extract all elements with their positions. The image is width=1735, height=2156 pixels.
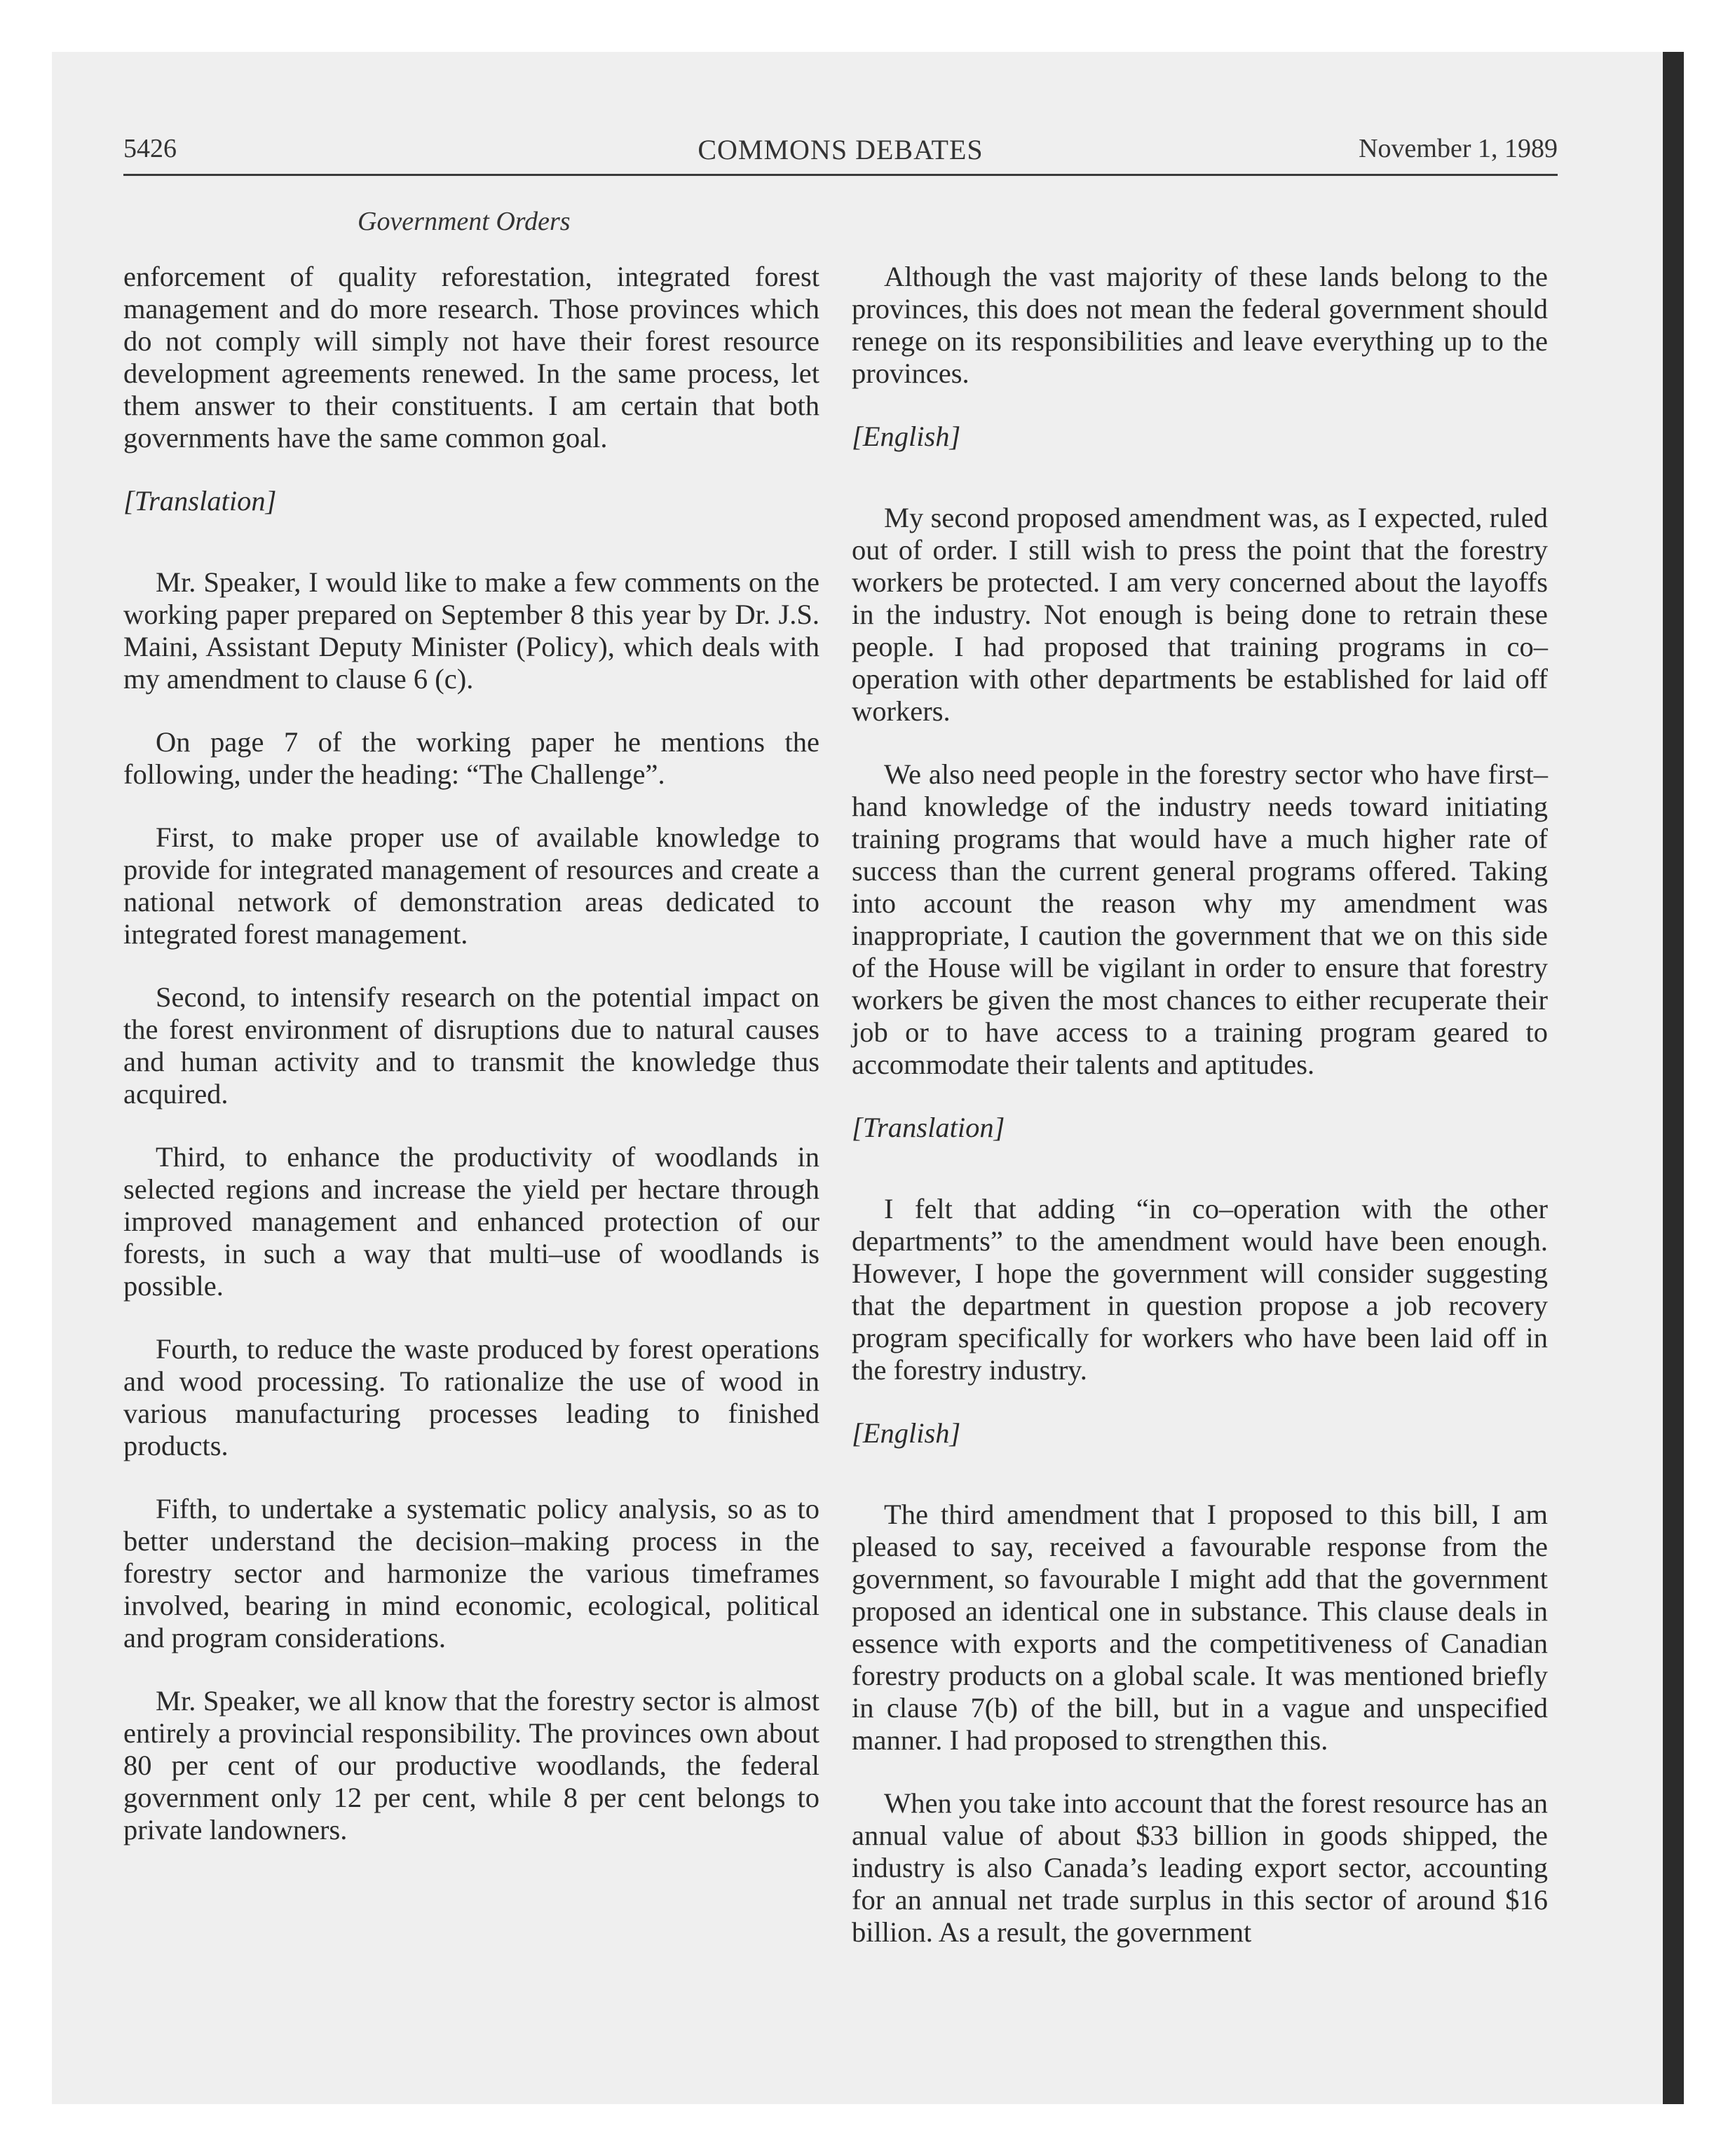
journal-title: COMMONS DEBATES <box>698 134 984 165</box>
section-title: Government Orders <box>358 207 571 236</box>
paragraph: First, to make proper use of available knowledge to provide for integrated management of resources and create a national network of demonstration areas dedicated to integrated forest management. <box>123 821 819 950</box>
paragraph: enforcement of quality reforestation, integrated forest management and do more research. Those provinces which do not comply will simply not have their forest resource development agreements renewed. In the same process, let them answer to their constituents. I am certain that both governments have the same common goal. <box>123 261 819 453</box>
language-tag: [English] <box>852 421 961 452</box>
header-date: November 1, 1989 <box>1359 134 1558 163</box>
paragraph: Although the vast majority of these lands belong to the provinces, this does not mean the federal government should renege on its responsibilities and leave everything up to the provinces. <box>852 261 1548 389</box>
scan-edge-bar <box>1663 52 1684 2104</box>
language-tag: [English] <box>852 1417 961 1449</box>
running-header <box>123 133 1558 175</box>
paragraph: I felt that adding “in co–operation with the other departments” to the amendment would have been enough. However, I hope the government will consider suggesting that the department in question propose a job recovery program specifically for workers who have been laid off in the forestry industry. <box>852 1193 1548 1386</box>
language-tag: [Translation] <box>852 1112 1005 1143</box>
paragraph: Mr. Speaker, we all know that the forestry sector is almost entirely a provincial responsibility. The provinces own about 80 per cent of our productive woodlands, the federal government only 12 per cent, while 8 per cent belongs to private landowners. <box>123 1685 819 1845</box>
paragraph: Second, to intensify research on the potential impact on the forest environment of disruptions due to natural causes and human activity and to transmit the knowledge thus acquired. <box>123 981 819 1110</box>
header-rule <box>123 174 1558 176</box>
paragraph: The third amendment that I proposed to this bill, I am pleased to say, received a favourable response from the government, so favourable I might add that the government proposed an identical one in substance. This clause deals in essence with exports and the competitiveness of Canadian forestry products on a global scale. It was mentioned briefly in clause 7(b) of the bill, but in a vague and unspecified manner. I had proposed to strengthen this. <box>852 1499 1548 1756</box>
page-number: 5426 <box>123 134 177 163</box>
paragraph: My second proposed amendment was, as I expected, ruled out of order. I still wish to press the point that the forestry workers be protected. I am very concerned about the layoffs in the industry. Not enough is being done to retrain these people. I had proposed that training programs in co–operation with other departments be established for laid off workers. <box>852 502 1548 727</box>
right-column <box>852 261 1548 1979</box>
left-column <box>123 261 819 1877</box>
paragraph: We also need people in the forestry sector who have first–hand knowledge of the industry needs toward initiating training programs that would have a much higher rate of success than the current general programs offered. Taking into account the reason why my amendment was inappropriate, I caution the government that we on this side of the House will be vigilant in order to ensure that forestry workers be given the most chances to either recuperate their job or to have access to a training program geared to accommodate their talents and aptitudes. <box>852 758 1548 1080</box>
paragraph: Fifth, to undertake a systematic policy analysis, so as to better understand the decision–making process in the forestry sector and harmonize the various timeframes involved, bearing in mind economic, ecological, political and program considerations. <box>123 1493 819 1653</box>
paragraph: Mr. Speaker, I would like to make a few comments on the working paper prepared on September 8 this year by Dr. J.S. Maini, Assistant Deputy Minister (Policy), which deals with my amendment to clause 6 (c). <box>123 566 819 695</box>
language-tag: [Translation] <box>123 485 277 517</box>
paragraph: When you take into account that the forest resource has an annual value of about $33 billion in goods shipped, the industry is also Canada’s leading export sector, accounting for an annual net trade surplus in this sector of around $16 billion. As a result, the government <box>852 1787 1548 1948</box>
paragraph: Third, to enhance the productivity of woodlands in selected regions and increase the yield per hectare through improved management and enhanced protection of our forests, in such a way that multi–use of woodlands is possible. <box>123 1141 819 1302</box>
paragraph: On page 7 of the working paper he mentions the following, under the heading: “The Challenge”. <box>123 726 819 790</box>
paragraph: Fourth, to reduce the waste produced by forest operations and wood processing. To rationalize the use of wood in various manufacturing processes leading to finished products. <box>123 1333 819 1461</box>
